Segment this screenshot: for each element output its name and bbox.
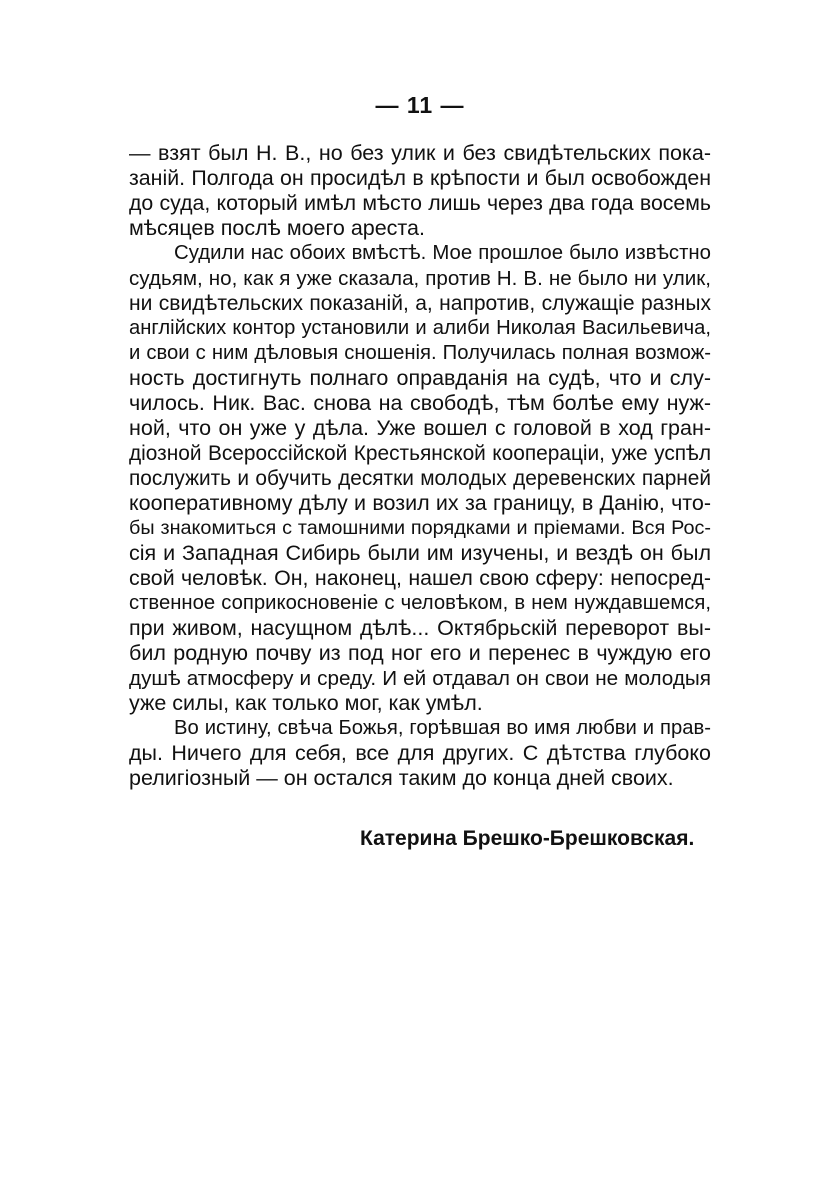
text-line: ни свидѣтельских показаній, а, напротив, служащіе разных xyxy=(129,292,711,315)
text-line: судьям, но, как я уже сказала, против Н. В. не было ни улик, xyxy=(129,267,711,290)
paragraph-2 xyxy=(129,241,711,716)
text-line: душѣ атмосферу и среду. И ей отдавал он свои не молодыя xyxy=(129,667,711,690)
body-text xyxy=(129,141,711,791)
text-line: свой человѣк. Он, наконец, нашел свою сферу: непосред- xyxy=(129,566,711,590)
paragraph-1 xyxy=(129,141,711,241)
text-line: при живом, насущном дѣлѣ... Октябрьскій переворот вы- xyxy=(129,616,711,640)
text-line: до суда, который имѣл мѣсто лишь через два года восемь xyxy=(129,191,711,215)
text-line: уже силы, как только мог, как умѣл. xyxy=(129,691,483,715)
text-line: религіозный — он остался таким до конца дней своих. xyxy=(129,766,674,790)
text-line: мѣсяцев послѣ моего ареста. xyxy=(129,216,425,240)
text-line: Во истину, свѣча Божья, горѣвшая во имя любви и прав- xyxy=(174,717,711,739)
text-line: бил родную почву из под ног его и перенес в чуждую его xyxy=(129,641,711,665)
text-line: заній. Полгода он просидѣл в крѣпости и был освобожден xyxy=(129,166,711,190)
text-line: сія и Западная Сибирь были им изучены, и вездѣ он был xyxy=(129,541,711,565)
text-line: ной, что он уже у дѣла. Уже вошел с головой в ход гран- xyxy=(129,416,711,440)
text-line: діозной Всероссійской Крестьянской коопераціи, уже успѣл xyxy=(129,442,711,465)
text-line: Судили нас обоих вмѣстѣ. Мое прошлое было извѣстно xyxy=(174,242,711,264)
text-line: ды. Ничего для себя, все для других. С дѣтства глубоко xyxy=(129,741,711,765)
text-line: англійских контор установили и алиби Николая Васильевича, xyxy=(129,317,711,339)
text-line: — взят был Н. В., но без улик и без свидѣтельских пока- xyxy=(129,141,711,165)
text-line: ность достигнуть полнаго оправданія на судѣ, что и слу- xyxy=(129,366,711,390)
author-signature: Катерина Брешко-Брешковская. xyxy=(360,827,695,850)
text-line: послужить и обучить десятки молодых деревенских парней xyxy=(129,467,711,490)
text-line: кооперативному дѣлу и возил их за границу, в Данію, что- xyxy=(129,491,711,515)
text-line: бы знакомиться с тамошними порядками и пріемами. Вся Рос- xyxy=(129,517,711,539)
text-line: ственное соприкосновеніе с человѣком, в нем нуждавшемся, xyxy=(129,592,711,614)
text-line: чилось. Ник. Вас. снова на свободѣ, тѣм болѣе ему нуж- xyxy=(129,391,711,415)
text-line: и свои с ним дѣловыя сношенія. Получилась полная возмож- xyxy=(129,342,711,364)
page-number: — 11 — xyxy=(375,92,465,118)
paragraph-3 xyxy=(129,716,711,791)
